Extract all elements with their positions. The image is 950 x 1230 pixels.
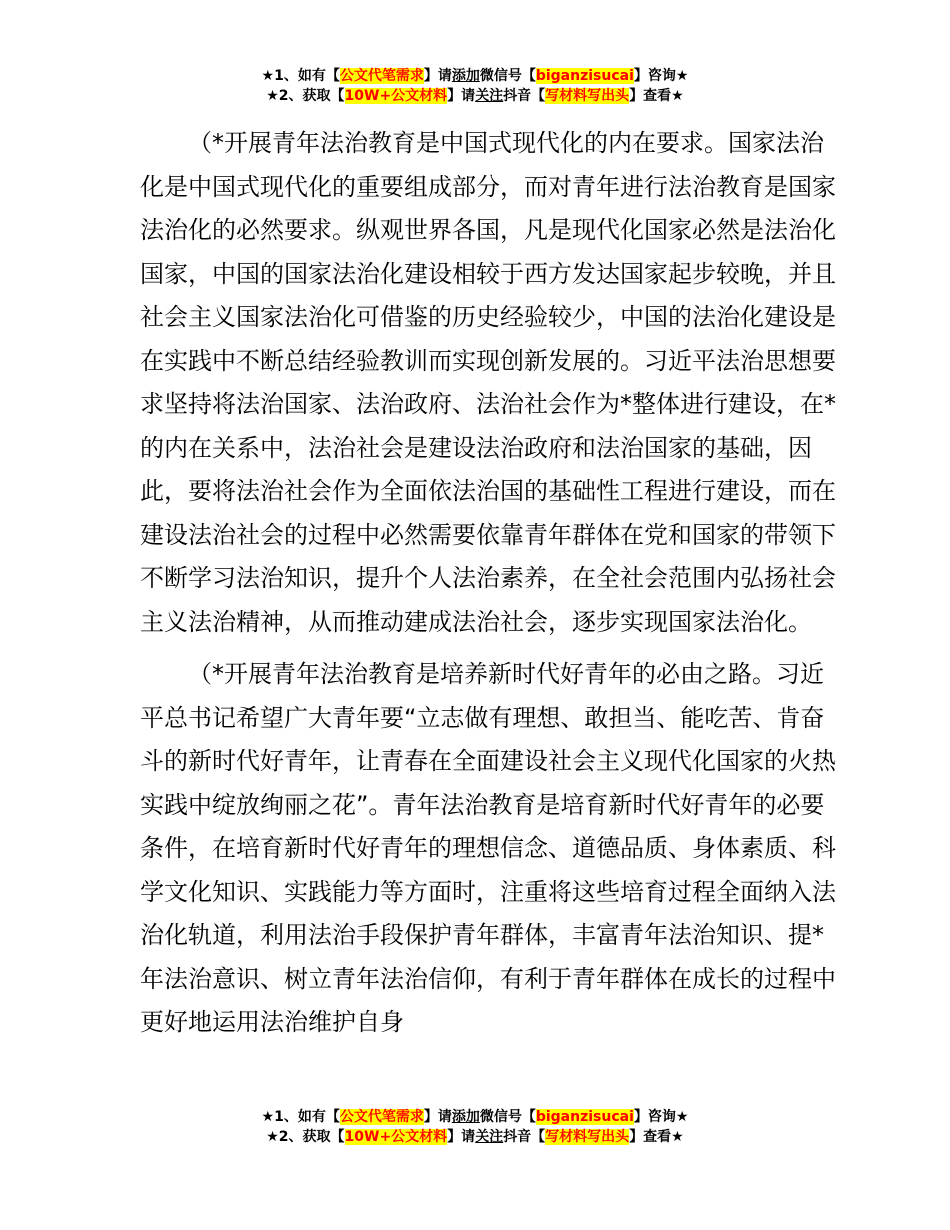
paragraph-1: （*开展青年法治教育是中国式现代化的内在要求。国家法治化是中国式现代化的重要组成部分，而对青年进行法治教育是国家法治化的必然要求。纵观世界各国，凡是现代化国家必然是法治化国家，中国的国家法治化建设相较于西方发达国家起步较晚，并且社会主义国家法治化可借鉴的历史经验较少，中国的法治化建设是在实践中不断总结经验教训而实现创新发展的。习近平法治思想要求坚持将法治国家、法治政府、法治社会作为*整体进行建设，在*的内在关系中，法治社会是建设法治政府和法治国家的基础，因此，要将法治社会作为全面依法治国的基础性工程进行建设，而在建设法治社会的过程中必然需要依靠青年群体在党和国家的带领下不断学习法治知识，提升个人法治素养，在全社会范围内弘扬社会主义法治精神，从而推动建成法治社会，逐步实现国家法治化。 <box>140 129 836 636</box>
footer-wechat-id-highlight: biganzisucai <box>535 1109 634 1125</box>
footer-line-1-mid: 】请 <box>423 1109 452 1125</box>
footer-follow-emphasis: 关注 <box>475 1129 504 1145</box>
follow-emphasis: 关注 <box>475 88 504 104</box>
header-line-2-prefix: ★2、获取【 <box>266 88 345 104</box>
ghostwriting-highlight: 公文代笔需求 <box>339 68 424 84</box>
footer-douyin-account-highlight: 写材料写出头 <box>545 1129 630 1145</box>
footer-line-2 <box>0 1127 950 1147</box>
douyin-account-highlight: 写材料写出头 <box>545 88 630 104</box>
footer-line-2-suffix: 】查看★ <box>629 1129 684 1145</box>
footer-line-1-prefix: ★1、如有【 <box>261 1109 340 1125</box>
header-banner <box>0 66 950 106</box>
wechat-id-highlight: biganzisucai <box>535 68 634 84</box>
footer-banner <box>0 1107 950 1147</box>
paragraph-2: （*开展青年法治教育是培养新时代好青年的必由之路。习近平总书记希望广大青年要“立志做有理想、敢担当、能吃苦、肯奋斗的新时代好青年，让青春在全面建设社会主义现代化国家的火热实践中绽放绚丽之花”。青年法治教育是培育新时代好青年的必要条件，在培育新时代好青年的理想信念、道德品质、身体素质、科学文化知识、实践能力等方面时，注重将这些培育过程全面纳入法治化轨道，利用法治手段保护青年群体，丰富青年法治知识、提*年法治意识、树立青年法治信仰，有利于青年群体在成长的过程中更好地运用法治维护自身 <box>140 660 836 1036</box>
footer-line-1-suffix: 】咨询★ <box>633 1109 689 1125</box>
header-line-2 <box>0 86 950 106</box>
footer-line-2-mid: 】请 <box>447 1129 476 1145</box>
footer-line-2-prefix: ★2、获取【 <box>266 1129 345 1145</box>
add-emphasis: 添加 <box>451 68 480 84</box>
footer-materials-highlight: 10W+公文材料 <box>344 1129 448 1145</box>
header-line-1-mid2: 微信号【 <box>479 68 536 84</box>
header-line-1 <box>0 66 950 86</box>
footer-ghostwriting-highlight: 公文代笔需求 <box>339 1109 424 1125</box>
header-line-1-suffix: 】咨询★ <box>633 68 689 84</box>
header-line-2-mid: 】请 <box>447 88 476 104</box>
footer-add-emphasis: 添加 <box>451 1109 480 1125</box>
materials-highlight: 10W+公文材料 <box>344 88 448 104</box>
header-line-1-mid: 】请 <box>423 68 452 84</box>
header-line-2-mid2: 抖音【 <box>503 88 546 104</box>
footer-line-2-mid2: 抖音【 <box>503 1129 546 1145</box>
footer-line-1 <box>0 1107 950 1127</box>
footer-line-1-mid2: 微信号【 <box>479 1109 536 1125</box>
header-line-2-suffix: 】查看★ <box>629 88 684 104</box>
header-line-1-prefix: ★1、如有【 <box>261 68 340 84</box>
document-body <box>140 122 840 1045</box>
